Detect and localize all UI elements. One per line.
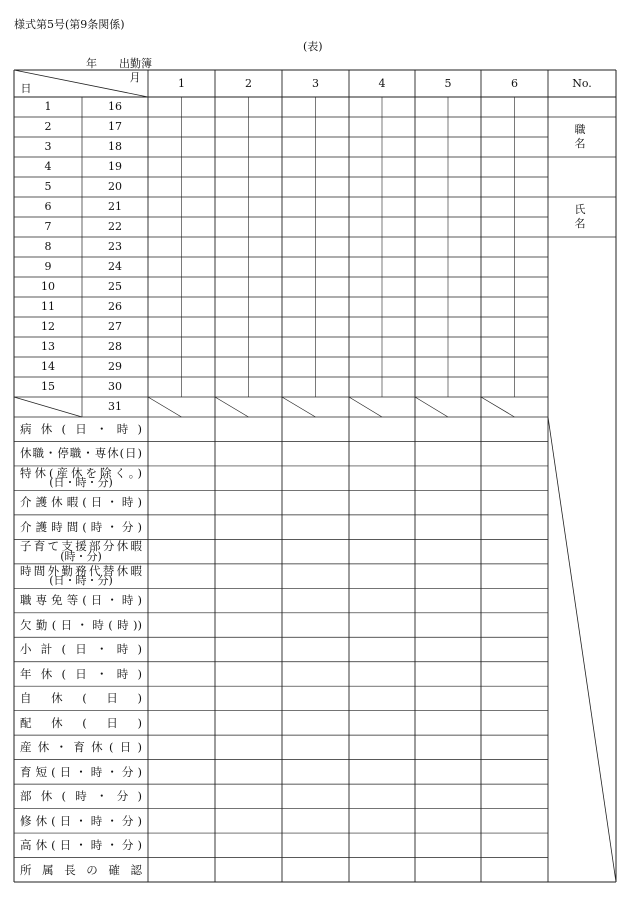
summary-row-sublabel: (日・時・分)	[49, 574, 113, 588]
summary-diagonal	[548, 417, 616, 882]
day-number: 2	[44, 120, 52, 133]
day-number: 7	[44, 220, 52, 233]
shokumei-label: 職	[574, 123, 586, 136]
header-month-label: 月	[129, 71, 141, 84]
side-label: (表)	[303, 40, 323, 53]
day-number: 13	[41, 340, 55, 353]
month-31-diagonal	[349, 397, 382, 417]
month-31-diagonal	[415, 397, 448, 417]
day-number: 3	[44, 140, 52, 153]
summary-row-sublabel: (時・分)	[60, 549, 102, 563]
day-number: 16	[108, 100, 122, 113]
no-header: No.	[572, 77, 592, 90]
summary-row-label: 欠勤(日・時(時))	[20, 617, 142, 632]
summary-row-label: 介護時間(時・分)	[20, 519, 142, 534]
day-number: 31	[108, 400, 122, 413]
day-number: 6	[44, 200, 52, 213]
summary-row-sublabel: (日・時・分)	[49, 476, 113, 490]
month-header: 3	[312, 77, 319, 90]
day-number: 28	[108, 340, 122, 353]
month-header: 4	[378, 77, 386, 90]
month-31-diagonal	[282, 397, 316, 417]
day-number: 18	[108, 140, 122, 153]
month-31-diagonal	[215, 397, 249, 417]
summary-row-label: 高休(日・時・分)	[20, 838, 142, 853]
book-title: 出勤簿	[119, 57, 152, 70]
day-number: 11	[41, 300, 55, 313]
day31-diagonal	[14, 397, 82, 417]
day-number: 29	[108, 360, 122, 373]
shimei-label: 氏	[574, 203, 586, 216]
summary-row-label: 修休(日・時・分)	[20, 813, 142, 828]
day-number: 20	[108, 180, 122, 193]
header-day-label: 日	[20, 82, 32, 95]
day-number: 30	[108, 380, 122, 393]
summary-row-label: 休職・停職・専休(日)	[20, 446, 142, 461]
day-number: 23	[108, 240, 122, 253]
summary-row-label: 所属長の確認	[20, 862, 142, 877]
day-number: 17	[108, 120, 122, 133]
day-number: 21	[108, 200, 122, 213]
month-header: 1	[178, 77, 185, 90]
shimei-label: 名	[574, 217, 586, 230]
day-number: 19	[108, 160, 122, 173]
day-number: 14	[41, 360, 55, 373]
month-header: 2	[245, 77, 252, 90]
day-number: 27	[108, 320, 122, 333]
summary-row-label: 年休(日・時)	[20, 666, 142, 681]
summary-row-label: 子育て支援部分休暇	[20, 539, 142, 554]
summary-row-label: 職専免等(日・時)	[20, 593, 142, 608]
day-number: 12	[41, 320, 55, 333]
year-label: 年	[86, 57, 97, 70]
summary-row-label: 時間外勤務代替休暇	[20, 563, 142, 578]
month-header: 5	[444, 77, 452, 90]
summary-row-label: 特休(産休を除く。)	[20, 465, 142, 480]
day-number: 4	[44, 160, 52, 173]
shokumei-label: 名	[574, 137, 586, 150]
day-number: 10	[41, 280, 55, 293]
day-number: 22	[108, 220, 122, 233]
summary-row-label: 産休・育休(日)	[20, 740, 142, 755]
summary-row-label: 自休(日)	[20, 691, 142, 706]
summary-row-label: 病休(日・時)	[20, 422, 142, 436]
month-31-diagonal	[481, 397, 515, 417]
form-title: 様式第5号(第9条関係)	[14, 18, 125, 31]
day-number: 26	[108, 300, 122, 313]
summary-row-label: 育短(日・時・分)	[20, 764, 142, 779]
summary-row-label: 小計(日・時)	[20, 642, 142, 657]
day-number: 25	[108, 280, 122, 293]
month-header: 6	[511, 77, 518, 90]
summary-row-label: 配休(日)	[20, 715, 142, 730]
summary-row-label: 介護休暇(日・時)	[20, 495, 142, 510]
day-number: 9	[44, 260, 52, 273]
day-number: 24	[108, 260, 122, 273]
month-31-diagonal	[148, 397, 182, 417]
day-number: 8	[44, 240, 52, 253]
day-number: 15	[41, 380, 55, 393]
summary-row-label: 部休(時・分)	[20, 789, 142, 804]
day-number: 1	[44, 100, 52, 113]
day-number: 5	[44, 180, 52, 193]
